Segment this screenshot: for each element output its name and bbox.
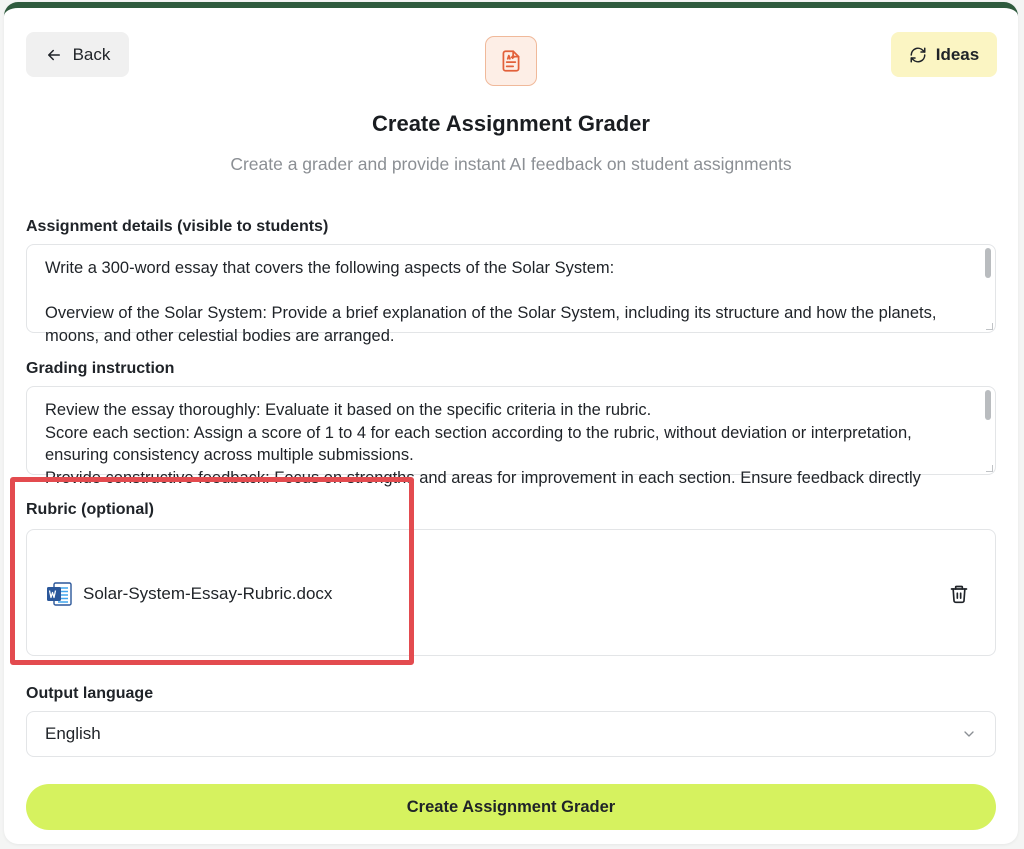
assignment-grade-icon [485, 36, 537, 86]
rubric-file-name: Solar-System-Essay-Rubric.docx [83, 584, 333, 603]
rubric-file [45, 580, 332, 608]
rubric-label: Rubric (optional) [26, 501, 154, 518]
back-label: Back [72, 44, 111, 64]
ideas-label: Ideas [935, 44, 980, 64]
output-language-select[interactable] [26, 711, 996, 757]
rubric-upload-box[interactable] [26, 529, 996, 656]
refresh-icon [909, 46, 927, 64]
assignment-details-text: Write a 300-word essay that covers the following aspects of the Solar System: Overview of the Solar System: Provide a brief explanation of the Solar System, including its structure and how the planets, moons, and other celestial bodies are arranged. [45, 259, 937, 345]
create-assignment-grader-button[interactable] [26, 784, 996, 830]
arrow-left-icon [45, 46, 63, 64]
output-language-label: Output language [26, 685, 154, 702]
page-title: Create Assignment Grader [372, 111, 650, 136]
resize-handle[interactable] [986, 323, 993, 330]
grader-form-card [4, 2, 1018, 844]
resize-handle[interactable] [986, 465, 993, 472]
output-language-value: English [45, 724, 101, 743]
assignment-details-textarea[interactable] [26, 244, 996, 345]
chevron-down-icon [961, 726, 977, 742]
submit-label: Create Assignment Grader [406, 797, 616, 816]
scrollbar[interactable] [985, 248, 991, 278]
scrollbar[interactable] [985, 390, 991, 420]
trash-icon[interactable] [949, 584, 969, 604]
grading-instruction-label: Grading instruction [26, 360, 175, 377]
ideas-button[interactable] [891, 32, 997, 77]
assignment-details-label: Assignment details (visible to students) [26, 218, 329, 235]
page-subtitle: Create a grader and provide instant AI feedback on student assignments [230, 154, 792, 174]
grading-instruction-text: Review the essay thoroughly: Evaluate it based on the specific criteria in the rubric. Score each section: Assign a score of 1 to 4 for each section according to the rubric, without deviation or interpretation, ensuring consistency across multiple submissions. Provide constructive feedback: Focus on strengths and areas for improvement in each section. Ensure feedback directly [45, 401, 921, 487]
grading-instruction-textarea[interactable] [26, 386, 996, 487]
back-button[interactable] [26, 32, 129, 77]
word-doc-icon [45, 580, 73, 608]
